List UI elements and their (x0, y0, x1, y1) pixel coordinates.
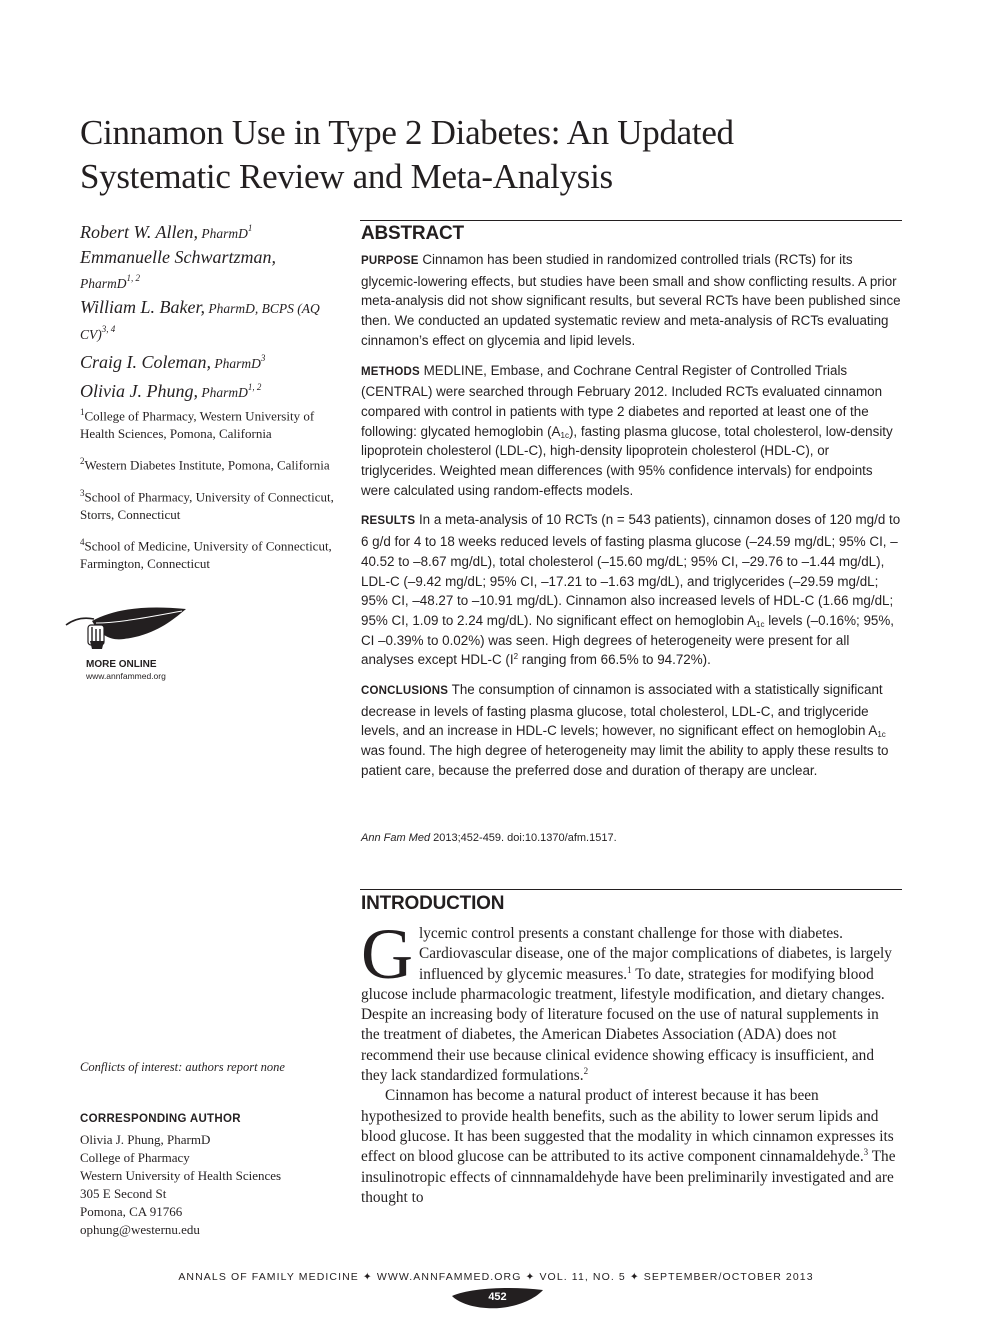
affiliation-number: 1 (80, 407, 85, 417)
author-name: William L. Baker, (80, 297, 205, 317)
drop-cap: G (361, 914, 413, 994)
author-name: Emmanuelle Schwartzman, (80, 247, 276, 267)
running-footer: ANNALS OF FAMILY MEDICINE ✦ WWW.ANNFAMMED.ORG ✦ VOL. 11, NO. 5 ✦ SEPTEMBER/OCTOBER 2013 (178, 1271, 814, 1283)
corresponding-author-line: College of Pharmacy (80, 1150, 190, 1165)
corresponding-author (80, 1113, 335, 1239)
affiliation-number: 4 (80, 536, 85, 547)
leaf-pointer-icon (64, 605, 194, 657)
page-number: 452 (488, 1291, 507, 1303)
title-line-1: Cinnamon Use in Type 2 Diabetes: An Updated (80, 113, 734, 153)
more-online-badge[interactable] (64, 605, 194, 685)
affiliation-item (80, 452, 335, 474)
reference-mark: 1 (627, 964, 632, 975)
purpose-text: Cinnamon has been studied in randomized controlled trials (RCTs) for its glycemic-lowering effects, but studies have been small and show conflicting results. A prior meta-analysis did not show significant results, but several RCTs have been published since then. We conducted an updated systematic review and meta-analysis of RCTs evaluating cinnamon’s effect on glycemia and lipid levels. (361, 252, 901, 348)
intro-paragraph (361, 914, 901, 1086)
author-name: Robert W. Allen, (80, 222, 198, 242)
citation-details: 2013;452-459. doi:10.1370/afm.1517. (430, 832, 617, 844)
corresponding-author-line: Olivia J. Phung, PharmD (80, 1132, 211, 1147)
corresponding-author-email[interactable]: ophung@westernu.edu (80, 1222, 200, 1237)
article-title (80, 111, 900, 199)
purpose-label: PURPOSE (361, 255, 419, 267)
author-item (80, 377, 335, 403)
introduction-heading: INTRODUCTION (361, 893, 505, 914)
more-online-url[interactable]: www.annfammed.org (86, 671, 166, 681)
author-affiliation-ref: 3 (260, 353, 266, 363)
subscript: 1c (877, 730, 886, 740)
intro-paragraph (361, 1086, 901, 1208)
page-number-badge (450, 1286, 545, 1312)
abstract-conclusions (361, 680, 901, 781)
corresponding-author-line: Pomona, CA 91766 (80, 1204, 183, 1219)
abstract-heading: ABSTRACT (361, 223, 464, 244)
subscript: 1c (560, 430, 569, 440)
more-online-label: MORE ONLINE (86, 659, 157, 670)
author-credentials: PharmD (211, 356, 261, 371)
conflicts-of-interest: Conflicts of interest: authors report none (80, 1060, 285, 1074)
conclusions-label: CONCLUSIONS (361, 685, 449, 698)
citation (361, 832, 901, 844)
author-credentials: PharmD (80, 276, 127, 291)
introduction-body (361, 914, 901, 1208)
author-credentials: PharmD (198, 226, 248, 241)
affiliation-item (80, 484, 335, 524)
abstract-rule (360, 220, 902, 221)
author-name: Olivia J. Phung, (80, 381, 198, 401)
author-item (80, 297, 335, 345)
affiliation-item (80, 533, 335, 573)
corresponding-author-line: Western University of Health Sciences (80, 1168, 282, 1183)
abstract-results (361, 510, 901, 670)
author-item (80, 348, 335, 374)
abstract-body (361, 250, 901, 791)
corresponding-author-heading: CORRESPONDING AUTHOR (80, 1113, 241, 1125)
subscript: 1c (756, 619, 765, 629)
corresponding-author-line: 305 E Second St (80, 1186, 167, 1201)
methods-text: MEDLINE, Embase, and Cochrane Central Register of Controlled Trials (CENTRAL) were searched through February 2012. Included RCTs evaluated cinnamon compared with control in patients with type 2 diabetes and reported at least one of the following: glycated hemoglobin (A (361, 362, 883, 439)
conclusions-text: The consumption of cinnamon is associated with a statistically significant decrease in levels of fasting plasma glucose, total cholesterol, LDL-C, and triglyceride levels, and an increase in HDL-C levels; however, no significant effect on hemoglobin A (361, 682, 883, 739)
intro-text: lycemic control presents a constant challenge for those with diabetes. Cardiovascular disease, one of the major complications of diabetes, is largely influenced by glycemic measures. (419, 925, 892, 983)
methods-label: METHODS (361, 365, 420, 378)
author-list (80, 218, 335, 406)
affiliation-text: School of Medicine, University of Connecticut, Farmington, Connecticut (80, 538, 332, 572)
author-affiliation-ref: 1 (247, 223, 253, 233)
results-text: ranging from 66.5% to 94.72%). (518, 652, 711, 668)
author-name: Craig I. Coleman, (80, 352, 212, 372)
affiliation-number: 2 (80, 456, 85, 467)
results-text: levels (–0.16%; 95%, CI –0.39% to 0.02%) was seen. High degrees of heterogeneity were present for all analyses except HDL-C (I (361, 612, 894, 668)
author-credentials: PharmD (197, 385, 248, 400)
abstract-methods (361, 361, 901, 501)
journal-name: Ann Fam Med (361, 832, 431, 844)
author-item (80, 247, 335, 294)
reference-mark: 2 (583, 1066, 589, 1077)
title-line-2: Systematic Review and Meta-Analysis (80, 157, 613, 197)
author-affiliation-ref: 1, 2 (247, 382, 262, 392)
conclusions-text: was found. The high degree of heterogeneity may limit the ability to apply these results to patient care, because the preferred dose and duration of therapy are unclear. (361, 743, 889, 778)
superscript: 2 (513, 652, 519, 662)
author-affiliation-ref: 1, 2 (126, 273, 140, 283)
affiliation-list (80, 403, 335, 582)
affiliation-text: Western Diabetes Institute, Pomona, California (84, 457, 330, 473)
affiliation-number: 3 (80, 487, 85, 498)
author-item (80, 218, 335, 244)
author-affiliation-ref: 3, 4 (101, 324, 116, 334)
methods-text: ), fasting plasma glucose, total cholesterol, low-density lipoprotein cholesterol (LDL-C), high-density lipoprotein cholesterol (HDL-C), or triglycerides. Weighted mean differences (with 95% confidence intervals) for endpoints were calculated using random-effects models. (361, 423, 893, 498)
results-text: In a meta-analysis of 10 RCTs (n = 543 patients), cinnamon doses of 120 mg/d to 6 g/d for 4 to 18 weeks reduced levels of fasting plasma glucose (–24.59 mg/dL; 95% CI, –40.52 to –8.67 mg/dL), total cholesterol (–15.60 mg/dL; 95% CI, –29.76 to –1.44 mg/dL), LDL-C (–9.42 mg/dL; 95% CI, –17.21 to –1.63 mg/dL), and triglycerides (–29.59 mg/dL; 95% CI, –48.27 to –10.91 mg/dL). Cinnamon also increased levels of HDL-C (1.66 mg/dL; 95% CI, 1.09 to 2.24 mg/dL). No significant effect on hemoglobin A (361, 512, 901, 628)
results-label: RESULTS (361, 515, 416, 528)
reference-mark: 3 (863, 1147, 869, 1158)
affiliation-text: College of Pharmacy, Western University of Health Sciences, Pomona, California (80, 408, 315, 442)
affiliation-item (80, 403, 335, 443)
introduction-rule (360, 889, 902, 890)
affiliation-text: School of Pharmacy, University of Connecticut, Storrs, Connecticut (80, 488, 334, 522)
intro-text: Cinnamon has become a natural product of interest because it has been hypothesized to provide health benefits, such as the ability to lower serum lipids and blood glucose. It has been suggested that the modality in which cinnamon expresses its effect on blood glucose can be attributed to its active component cinnamaldehyde. (361, 1087, 894, 1166)
abstract-purpose (361, 250, 901, 351)
intro-text: The insulinotropic effects of cinnnamaldehyde have been preliminarily investigated and are thought to (361, 1148, 896, 1206)
author-credentials: PharmD, BCPS (AQ CV) (80, 301, 320, 342)
intro-text: To date, strategies for modifying blood glucose include pharmacologic treatment, lifestyle modification, and dietary changes. Despite an increasing body of literature focused on the use of natural supplements in the treatment of diabetes, the American Diabetes Association (ADA) does not recommend their use because clinical evidence showing efficacy is insufficient, and they lack standardized formulations. (361, 965, 885, 1085)
